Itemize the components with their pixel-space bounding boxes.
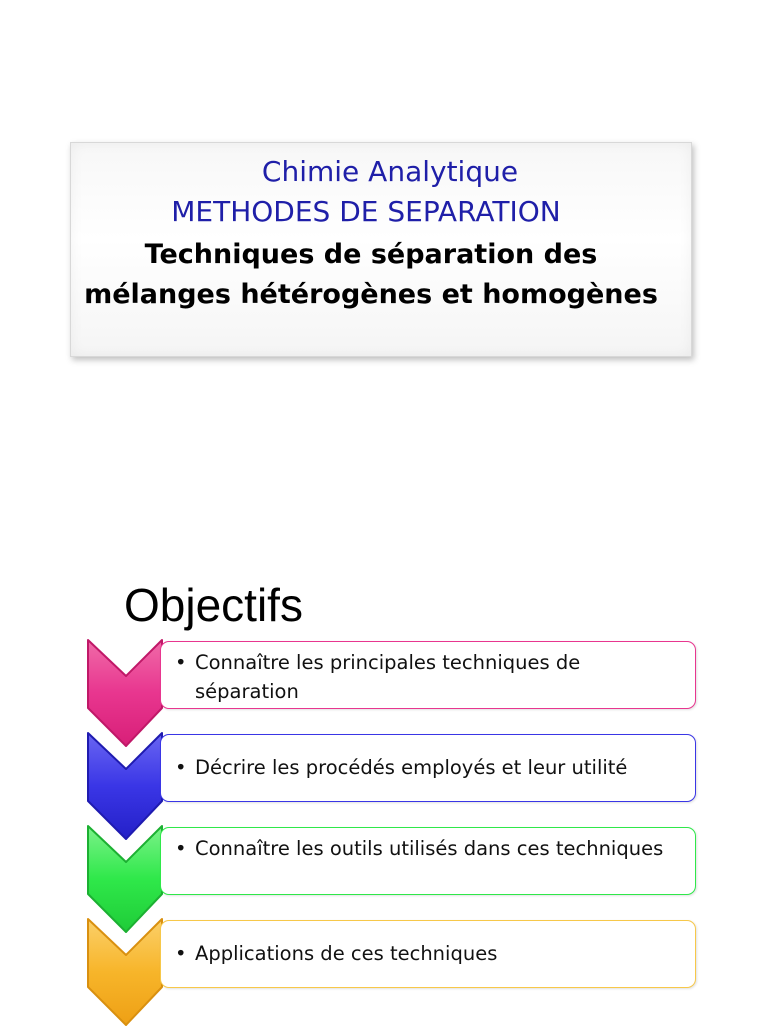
objective-box: [160, 827, 696, 895]
bullet: •: [175, 837, 187, 860]
course-topic: [71, 235, 671, 315]
objective-box: [160, 734, 696, 802]
title-card: [70, 142, 692, 357]
objective-text: Connaître les principales techniques de séparation: [195, 651, 581, 703]
objective-text: Applications de ces techniques: [195, 942, 498, 965]
bullet: •: [175, 942, 187, 965]
chevron-down-icon: [84, 915, 166, 1029]
bullet: •: [175, 756, 187, 779]
objective-box: [160, 641, 696, 709]
objective-text: Connaître les outils utilisés dans ces techniques: [195, 837, 664, 860]
objective-box: [160, 920, 696, 988]
course-topic-line2: mélanges hétérogènes et homogènes: [84, 279, 658, 310]
course-title: Chimie Analytique: [261, 155, 519, 188]
bullet: •: [175, 651, 187, 674]
objectives-heading: Objectifs: [124, 579, 303, 631]
objective-text: Décrire les procédés employés et leur utilité: [195, 756, 628, 779]
course-subtitle: METHODES DE SEPARATION: [171, 195, 561, 228]
course-topic-line1: Techniques de séparation des: [144, 239, 598, 270]
